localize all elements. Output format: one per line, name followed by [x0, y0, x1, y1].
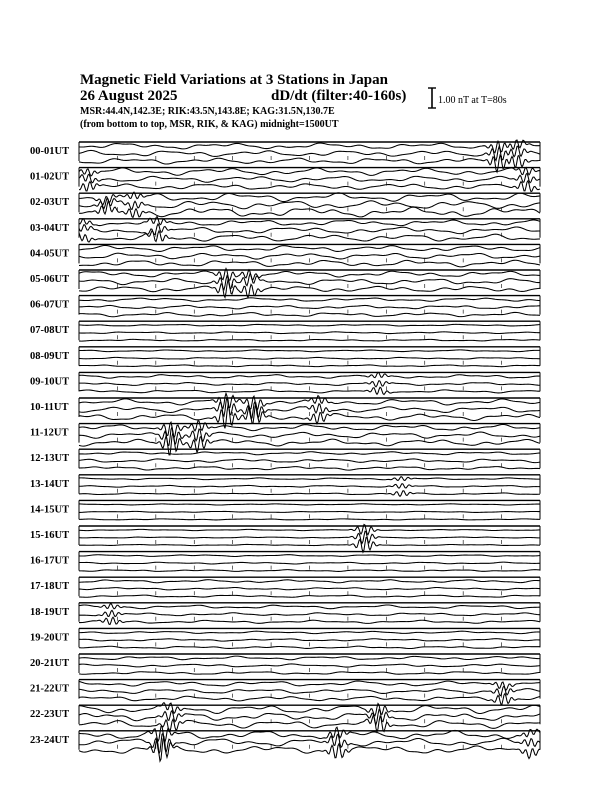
hour-row: [30, 603, 540, 625]
hour-label: 03-04UT: [30, 222, 70, 234]
trace-kag: [79, 298, 540, 302]
hour-label: 14-15UT: [30, 504, 70, 516]
hour-row: [30, 192, 540, 217]
trace-rik: [79, 381, 540, 387]
hour-label: 09-10UT: [30, 376, 70, 388]
quantity-label: dD/dt (filter:40-160s): [271, 88, 407, 104]
hour-label: 19-20UT: [30, 632, 70, 644]
hour-label: 12-13UT: [30, 453, 70, 465]
hour-row: [30, 500, 540, 520]
hour-row: [30, 680, 540, 705]
hour-label: 20-21UT: [30, 658, 70, 669]
trace-kag: [79, 681, 540, 690]
hour-row: [30, 321, 540, 341]
trace-kag: [79, 631, 540, 633]
trace-kag: [79, 350, 540, 352]
trace-msr: [79, 737, 540, 761]
trace-kag: [79, 504, 540, 505]
trace-msr: [79, 646, 540, 648]
trace-rik: [79, 332, 540, 334]
trace-kag: [79, 656, 540, 660]
trace-rik: [79, 253, 540, 259]
hour-row: [30, 347, 540, 367]
hour-row: [30, 726, 540, 761]
hour-label: 16-17UT: [30, 555, 70, 567]
trace-rik: [79, 511, 540, 512]
hour-row: [30, 577, 540, 597]
hour-row: [30, 244, 540, 266]
hour-row: [30, 449, 540, 470]
trace-msr: [79, 339, 540, 341]
order-note: (from bottom to top, MSR, RIK, & KAG) midnight=1500UT: [80, 119, 339, 130]
trace-kag: [79, 168, 540, 176]
hour-label: 08-09UT: [30, 350, 70, 362]
trace-rik: [79, 562, 540, 564]
trace-kag: [79, 477, 540, 481]
hour-label: 00-01UT: [30, 146, 70, 157]
hour-label: 07-08UT: [30, 325, 70, 337]
trace-rik: [79, 664, 540, 667]
trace-kag: [79, 192, 540, 205]
trace-kag: [79, 726, 540, 742]
hour-label: 10-11UT: [30, 402, 69, 413]
chart-title: Magnetic Field Variations at 3 Stations in Japan: [80, 72, 388, 88]
trace-kag: [79, 604, 540, 609]
trace-kag: [79, 555, 540, 557]
trace-kag: [79, 393, 540, 410]
trace-rik: [79, 173, 540, 182]
hour-label: 02-03UT: [30, 197, 70, 209]
trace-msr: [79, 672, 540, 675]
hour-label: 13-14UT: [30, 478, 70, 490]
hour-label: 11-12UT: [30, 427, 69, 439]
hour-label: 15-16UT: [30, 530, 70, 541]
hour-label: 22-23UT: [30, 709, 70, 721]
trace-kag: [79, 217, 540, 226]
trace-msr: [79, 595, 540, 597]
trace-kag: [79, 580, 540, 583]
hour-row: [30, 269, 540, 298]
hour-label: 21-22UT: [30, 683, 70, 695]
hour-row: [30, 654, 540, 674]
hour-row: [30, 217, 540, 243]
trace-rik: [79, 610, 540, 616]
hour-label: 18-19UT: [30, 606, 70, 618]
trace-rik: [79, 305, 540, 308]
hour-row: [30, 628, 540, 648]
hour-label: 04-05UT: [30, 248, 70, 260]
trace-msr: [79, 538, 540, 553]
trace-msr: [79, 365, 540, 367]
trace-rik: [79, 639, 540, 641]
hour-label: 23-24UT: [30, 734, 70, 746]
trace-msr: [79, 570, 540, 572]
hour-row: [30, 475, 540, 497]
hour-row: [30, 296, 540, 317]
scale-bar-label: 1.00 nT at T=80s: [438, 95, 507, 106]
hour-label: 06-07UT: [30, 299, 70, 311]
trace-kag: [79, 324, 540, 326]
stations-info: MSR:44.4N,142.3E; RIK:43.5N,143.8E; KAG:31.5N,130.7E: [80, 106, 335, 117]
trace-rik: [79, 357, 540, 359]
hour-row: [30, 703, 540, 732]
hour-row: [30, 524, 540, 552]
hour-label: 05-06UT: [30, 274, 70, 285]
hour-row: [30, 552, 540, 572]
trace-kag: [79, 452, 540, 455]
hour-row: [30, 168, 540, 192]
scale-bar: [428, 88, 507, 108]
trace-msr: [79, 519, 540, 520]
trace-rik: [79, 588, 540, 590]
hourly-rows: [30, 140, 540, 761]
date-label: 26 August 2025: [80, 88, 178, 104]
trace-rik: [79, 459, 540, 463]
trace-kag: [79, 245, 540, 251]
trace-kag: [79, 372, 540, 378]
trace-rik: [79, 484, 540, 489]
hour-row: [30, 372, 540, 394]
hour-label: 17-18UT: [30, 581, 70, 593]
hour-label: 01-02UT: [30, 171, 70, 183]
